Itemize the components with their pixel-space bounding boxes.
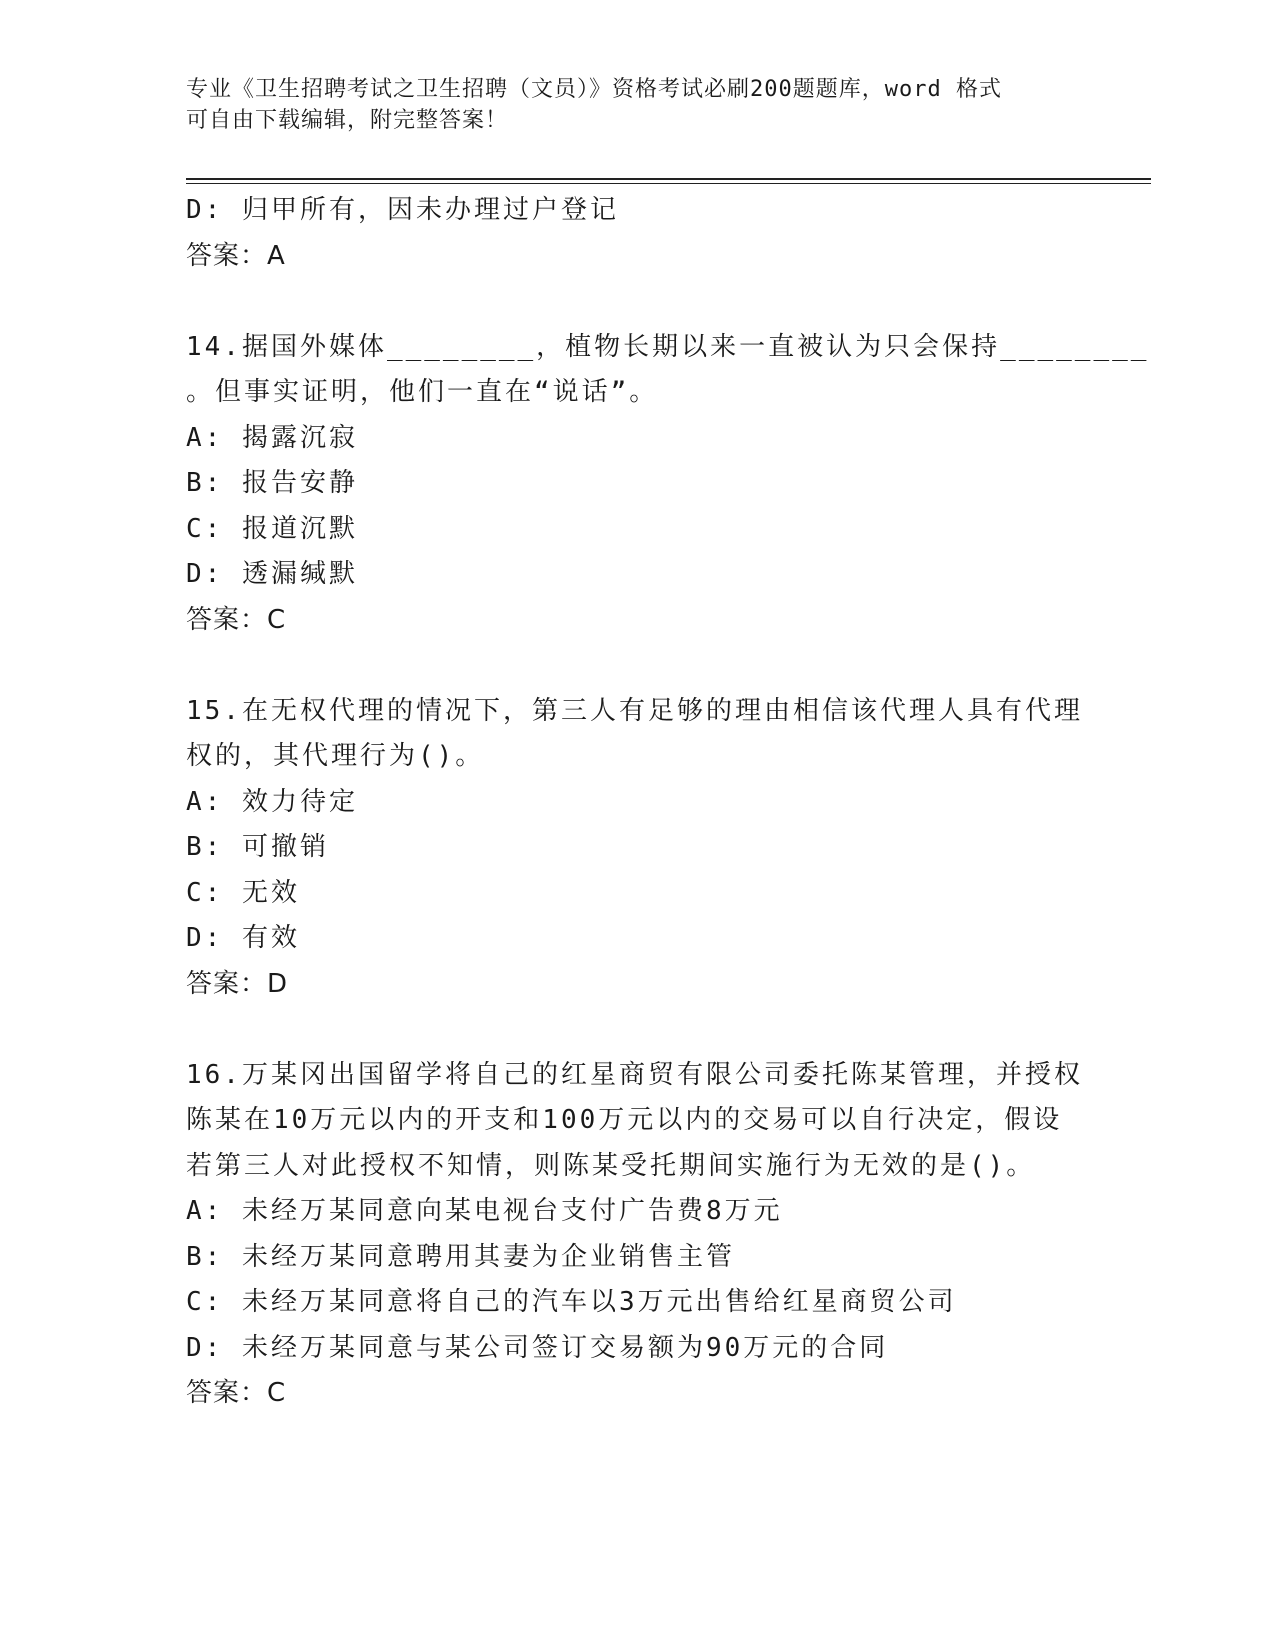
answer: 答案：C	[186, 604, 287, 635]
document-header	[186, 74, 1086, 136]
header-line-1: 专业《卫生招聘考试之卫生招聘（文员）》资格考试必刷200题题库，word 格式	[186, 77, 1002, 102]
question-stem-line: 14.据国外媒体________，植物长期以来一直被认为只会保持________	[186, 331, 1150, 362]
option-c: C: 无效	[186, 877, 300, 908]
option-a: A: 揭露沉寂	[186, 422, 358, 453]
header-divider-thick	[186, 178, 1151, 180]
option-d: D: 有效	[186, 923, 300, 953]
option-b: B: 未经万某同意聘用其妻为企业销售主管	[186, 1241, 735, 1272]
question-stem-line: 16.万某冈出国留学将自己的红星商贸有限公司委托陈某管理，并授权	[186, 1059, 1083, 1090]
question-stem-line: 若第三人对此授权不知情，则陈某受托期间实施行为无效的是()。	[186, 1150, 1036, 1181]
option-c: C: 报道沉默	[186, 513, 358, 544]
option-b: B: 报告安静	[186, 468, 358, 498]
header-divider-thin	[186, 183, 1151, 184]
question-stem-line: 陈某在10万元以内的开支和100万元以内的交易可以自行决定，假设	[186, 1105, 1063, 1135]
question-stem-line: 权的，其代理行为()。	[186, 741, 485, 771]
question-15	[186, 689, 1086, 1008]
question-content	[186, 188, 1150, 1417]
question-stem-line: 15.在无权代理的情况下，第三人有足够的理由相信该代理人具有代理	[186, 695, 1083, 726]
prev-option-d: D: 归甲所有，因未办理过户登记	[186, 195, 619, 225]
option-a: A: 效力待定	[186, 786, 358, 817]
question-16	[186, 1053, 1086, 1417]
answer: 答案：C	[186, 1378, 287, 1408]
question-stem-line: 。但事实证明，他们一直在“说话”。	[186, 377, 659, 407]
question-14	[186, 325, 1150, 644]
spacer	[186, 1007, 1086, 1053]
spacer	[186, 279, 1086, 325]
option-d: D: 透漏缄默	[186, 559, 358, 589]
option-b: B: 可撤销	[186, 832, 329, 862]
prev-answer: 答案：A	[186, 240, 286, 271]
option-c: C: 未经万某同意将自己的汽车以3万元出售给红星商贸公司	[186, 1287, 957, 1317]
option-a: A: 未经万某同意向某电视台支付广告费8万元	[186, 1196, 783, 1226]
spacer	[186, 643, 1086, 689]
option-d: D: 未经万某同意与某公司签订交易额为90万元的合同	[186, 1332, 889, 1363]
answer: 答案：D	[186, 968, 289, 999]
header-line-2: 可自由下载编辑，附完整答案！	[186, 108, 509, 133]
